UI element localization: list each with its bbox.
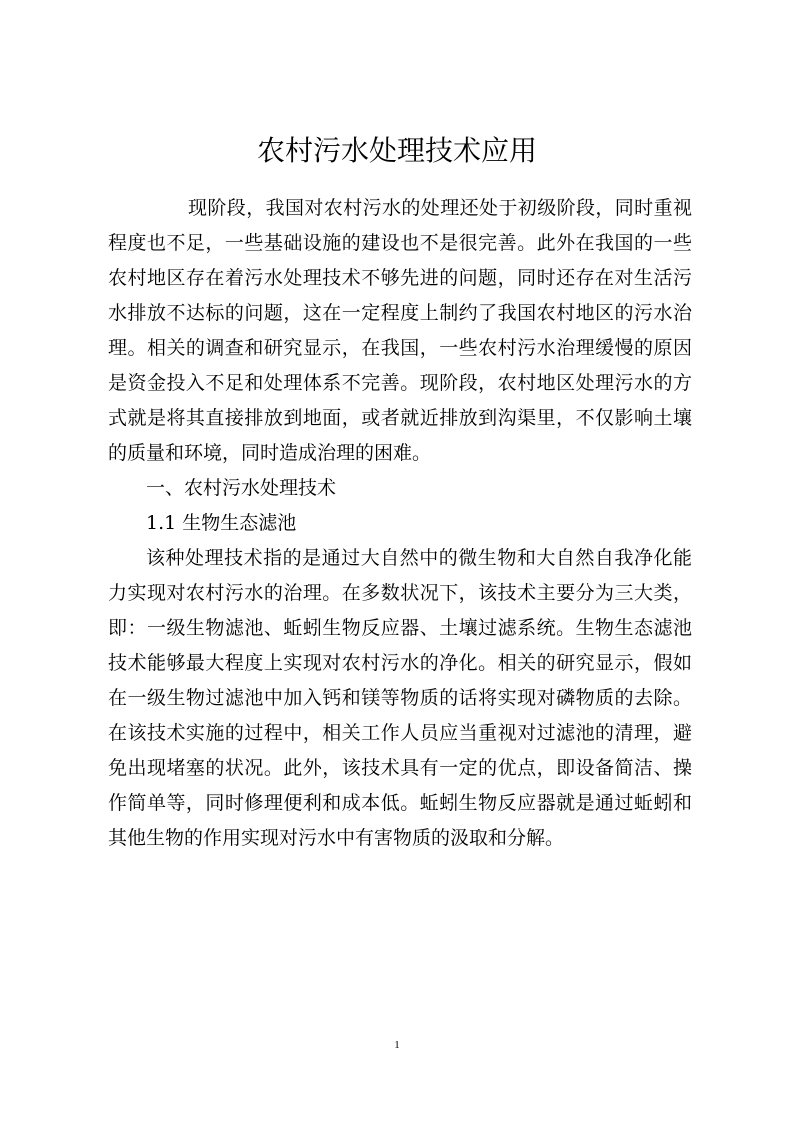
intro-paragraph: 现阶段，我国对农村污水的处理还处于初级阶段，同时重视程度也不足，一些基础设施的建设也不是很完善。此外在我国的一些农村地区存在着污水处理技术不够先进的问题，同时还存在对生活污水排放不达标的问题，这在一定程度上制约了我国农村地区的污水治理。相关的调查和研究显示，在我国，一些农村污水治理缓慢的原因是资金投入不足和处理体系不完善。现阶段，农村地区处理污水的方式就是将其直接排放到地面，或者就近排放到沟渠里，不仅影响土壤的质量和环境，同时造成治理的困难。 [108, 197, 692, 464]
body-paragraph: 该种处理技术指的是通过大自然中的微生物和大自然自我净化能力实现对农村污水的治理。在多数状况下，该技术主要分为三大类，即：一级生物滤池、蚯蚓生物反应器、土壤过滤系统。生物生态滤池技术能够最大程度上实现对农村污水的净化。相关的研究显示，假如在一级生物过滤池中加入钙和镁等物质的话将实现对磷物质的去除。在该技术实施的过程中，相关工作人员应当重视对过滤池的清理，避免出现堵塞的状况。此外，该技术具有一定的优点，即设备简洁、操作简单等，同时修理便利和成本低。蚯蚓生物反应器就是通过蚯蚓和其他生物的作用实现对污水中有害物质的汲取和分解。 [108, 547, 692, 849]
document-body [108, 191, 692, 856]
page-title: 农村污水处理技术应用 [256, 134, 537, 167]
section-heading: 一、农村污水处理技术 [146, 477, 337, 499]
subsection-heading: 1.1 生物生态滤池 [146, 512, 297, 534]
page-number: 1 [394, 1039, 400, 1051]
